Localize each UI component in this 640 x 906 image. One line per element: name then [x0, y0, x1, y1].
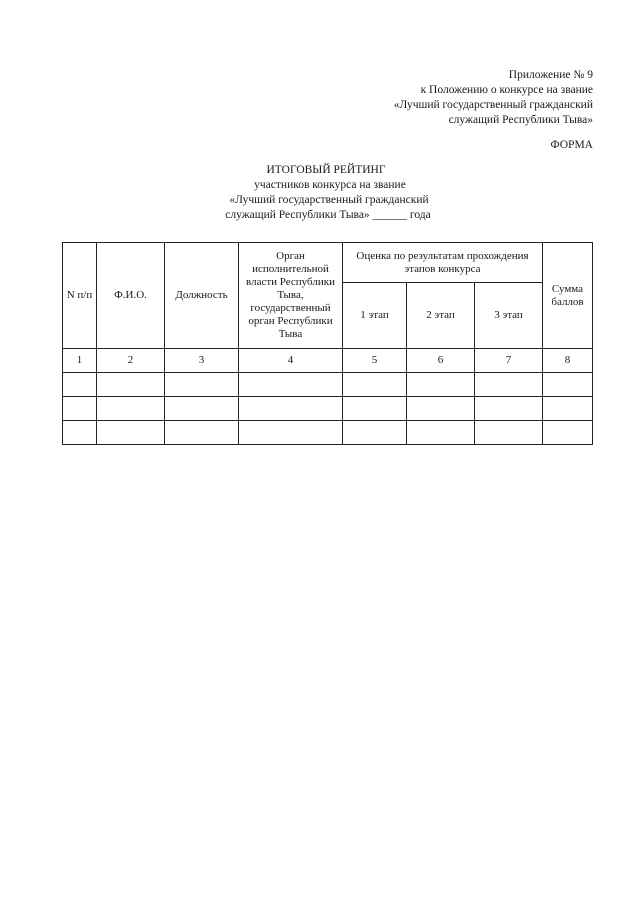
column-number: 2: [97, 349, 165, 373]
empty-cell: [239, 421, 343, 445]
empty-cell: [165, 421, 239, 445]
empty-cell: [407, 397, 475, 421]
header-position: Должность: [165, 243, 239, 349]
appendix-reference: к Положению о конкурсе на звание: [420, 84, 593, 96]
empty-cell: [63, 397, 97, 421]
column-number: 8: [543, 349, 593, 373]
empty-cell: [63, 373, 97, 397]
empty-cell: [343, 397, 407, 421]
rating-table: [62, 242, 593, 445]
empty-cell: [97, 373, 165, 397]
empty-cell: [239, 373, 343, 397]
empty-cell: [343, 373, 407, 397]
empty-cell: [543, 421, 593, 445]
table-row: [63, 373, 593, 397]
column-number: 6: [407, 349, 475, 373]
table-header-row: [63, 243, 593, 283]
table-row: [63, 397, 593, 421]
empty-cell: [97, 421, 165, 445]
empty-cell: [239, 397, 343, 421]
title-line-3: «Лучший государственный гражданский: [229, 194, 429, 206]
column-number: 5: [343, 349, 407, 373]
title-main: ИТОГОВЫЙ РЕЙТИНГ: [266, 164, 386, 176]
column-number: 3: [165, 349, 239, 373]
header-stage-3: 3 этап: [475, 283, 543, 349]
empty-cell: [543, 397, 593, 421]
empty-cell: [165, 397, 239, 421]
empty-cell: [343, 421, 407, 445]
appendix-contest-name-cont: служащий Республики Тыва»: [448, 114, 593, 126]
column-number: 1: [63, 349, 97, 373]
document-title: [0, 163, 640, 223]
title-line-4: служащий Республики Тыва» ______ года: [225, 209, 431, 221]
table-row: [63, 421, 593, 445]
column-number-row: [63, 349, 593, 373]
header-organ: Орган исполнительной власти Республики Тыва, государственный орган Республики Тыва: [239, 243, 343, 349]
empty-cell: [475, 397, 543, 421]
header-fio: Ф.И.О.: [97, 243, 165, 349]
empty-cell: [97, 397, 165, 421]
header-total: Сумма баллов: [543, 243, 593, 349]
column-number: 7: [475, 349, 543, 373]
appendix-contest-name: «Лучший государственный гражданский: [393, 99, 593, 111]
title-line-2: участников конкурса на звание: [254, 179, 406, 191]
column-number: 4: [239, 349, 343, 373]
header-evaluation: Оценка по результатам прохождения этапов конкурса: [343, 243, 543, 283]
header-stage-1: 1 этап: [343, 283, 407, 349]
header-stage-2: 2 этап: [407, 283, 475, 349]
empty-cell: [63, 421, 97, 445]
empty-cell: [475, 421, 543, 445]
appendix-number: Приложение № 9: [508, 69, 593, 81]
empty-cell: [543, 373, 593, 397]
empty-cell: [165, 373, 239, 397]
empty-cell: [475, 373, 543, 397]
header-num: N п/п: [63, 243, 97, 349]
appendix-header: [394, 68, 593, 128]
empty-cell: [407, 373, 475, 397]
form-label: ФОРМА: [550, 139, 593, 151]
empty-cell: [407, 421, 475, 445]
